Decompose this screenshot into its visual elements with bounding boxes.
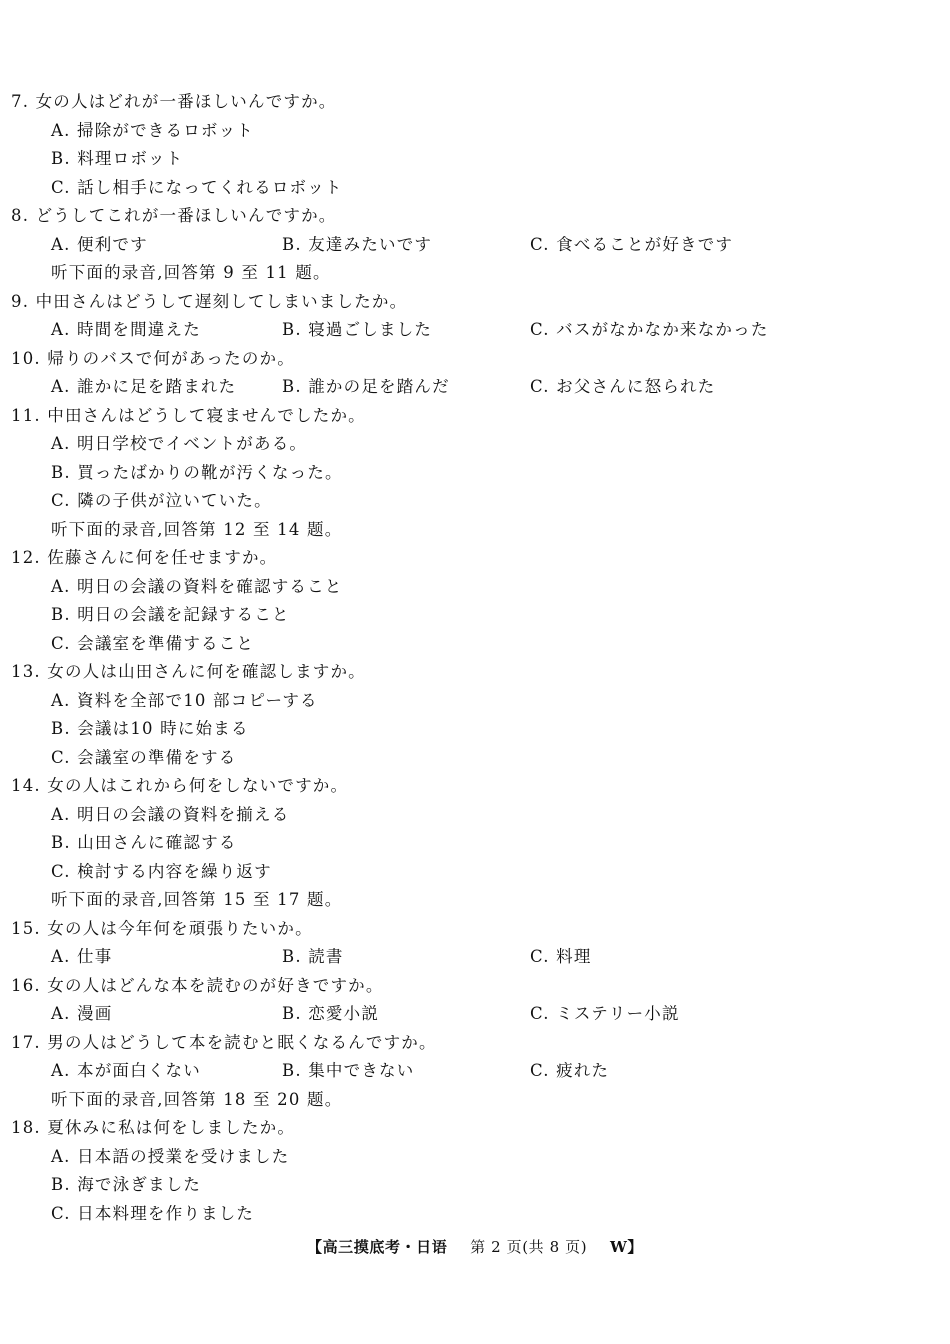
page-footer: [0, 1236, 950, 1257]
option-row: [0, 231, 950, 259]
answer-option: A. 便利です: [51, 235, 148, 254]
question-text: 15. 女の人は今年何を頑張りたいか。: [11, 919, 313, 938]
question-text: 13. 女の人は山田さんに何を確認しますか。: [11, 662, 366, 681]
question-text: 11. 中田さんはどうして寝ませんでしたか。: [11, 406, 366, 425]
question-text: 12. 佐藤さんに何を任せますか。: [11, 548, 278, 567]
question-text: 9. 中田さんはどうして遅刻してしまいましたか。: [11, 292, 408, 311]
question-text: 18. 夏休みに私は何をしましたか。: [11, 1118, 296, 1137]
listening-instruction: 听下面的录音,回答第 18 至 20 题。: [51, 1090, 343, 1109]
answer-option: C. ミステリー小説: [530, 1004, 680, 1023]
answer-option: C. お父さんに怒られた: [530, 377, 716, 396]
answer-option: A. 日本語の授業を受けました: [51, 1147, 290, 1166]
footer-page-number: 第 2 页(共 8 页): [470, 1238, 588, 1256]
answer-option: A. 明日学校でイベントがある。: [51, 434, 308, 453]
answer-option: C. 検討する内容を繰り返す: [51, 862, 272, 881]
answer-option: C. 日本料理を作りました: [51, 1204, 255, 1223]
answer-option: C. 料理: [530, 947, 592, 966]
option-row: [0, 373, 950, 401]
question-text: 17. 男の人はどうして本を読むと眠くなるんですか。: [11, 1033, 437, 1052]
option-row: [0, 1000, 950, 1028]
listening-instruction: 听下面的录音,回答第 12 至 14 题。: [51, 520, 343, 539]
question-text: 14. 女の人はこれから何をしないですか。: [11, 776, 349, 795]
answer-option: A. 明日の会議の資料を揃える: [51, 805, 290, 824]
answer-option: A. 漫画: [51, 1004, 113, 1023]
answer-option: A. 時間を間違えた: [51, 320, 201, 339]
listening-instruction: 听下面的录音,回答第 9 至 11 题。: [51, 263, 331, 282]
answer-option: C. 疲れた: [530, 1061, 610, 1080]
answer-option: C. バスがなかなか来なかった: [530, 320, 769, 339]
option-row: [0, 943, 950, 971]
answer-option: A. 明日の会議の資料を確認すること: [51, 577, 343, 596]
answer-option: A. 誰かに足を踏まれた: [51, 377, 237, 396]
question-text: 10. 帰りのバスで何があったのか。: [11, 349, 295, 368]
footer-exam-title: 【高三摸底考・日语: [306, 1238, 448, 1256]
answer-option: C. 会議室の準備をする: [51, 748, 237, 767]
answer-option: A. 掃除ができるロボット: [51, 121, 255, 140]
answer-option: B. 明日の会議を記録すること: [51, 605, 290, 624]
answer-option: B. 読書: [282, 947, 344, 966]
question-text: 16. 女の人はどんな本を読むのが好きですか。: [11, 976, 384, 995]
answer-option: C. 話し相手になってくれるロボット: [51, 178, 343, 197]
answer-option: B. 山田さんに確認する: [51, 833, 237, 852]
answer-option: B. 誰かの足を踏んだ: [282, 377, 450, 396]
answer-option: B. 友達みたいです: [282, 235, 433, 254]
answer-option: B. 集中できない: [282, 1061, 415, 1080]
question-text: 8. どうしてこれが一番ほしいんですか。: [11, 206, 337, 225]
answer-option: B. 海で泳ぎました: [51, 1175, 202, 1194]
question-text: 7. 女の人はどれが一番ほしいんですか。: [11, 92, 337, 111]
footer-code: W】: [609, 1238, 644, 1256]
option-row: [0, 316, 950, 344]
answer-option: C. 隣の子供が泣いていた。: [51, 491, 272, 510]
option-row: [0, 1057, 950, 1085]
answer-option: B. 寝過ごしました: [282, 320, 433, 339]
listening-instruction: 听下面的录音,回答第 15 至 17 题。: [51, 890, 343, 909]
answer-option: A. 仕事: [51, 947, 113, 966]
answer-option: B. 料理ロボット: [51, 149, 184, 168]
answer-option: C. 食べることが好きです: [530, 235, 734, 254]
answer-option: B. 恋愛小説: [282, 1004, 380, 1023]
answer-option: A. 資料を全部で10 部コピーする: [51, 691, 318, 710]
answer-option: A. 本が面白くない: [51, 1061, 201, 1080]
answer-option: C. 会議室を準備すること: [51, 634, 255, 653]
answer-option: B. 買ったばかりの靴が汚くなった。: [51, 463, 343, 482]
answer-option: B. 会議は10 時に始まる: [51, 719, 249, 738]
